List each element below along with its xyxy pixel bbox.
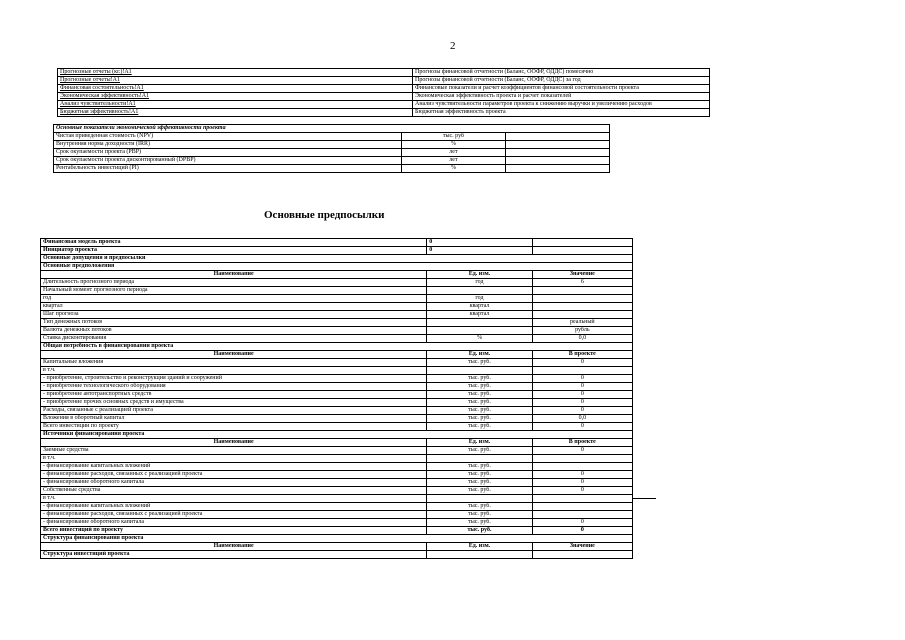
table-header-row [41, 351, 633, 359]
row-unit: год [427, 279, 532, 287]
table-row [41, 479, 633, 487]
row-label: Длительность прогнозного периода [41, 279, 427, 287]
row-value [532, 551, 632, 559]
table-row [41, 319, 633, 327]
table-row [41, 415, 633, 423]
sheet-description: Прогнозы финансовой отчетности (Баланс, ООФР, ОДДС) за год [413, 77, 710, 85]
kpi-name: Срок окупаемости проекта дисконтированный (DPBP) [54, 157, 402, 165]
row-label: Начальный момент прогнозного периода [41, 287, 427, 295]
row-unit: тыс. руб. [427, 471, 532, 479]
row-unit: тыс. руб. [427, 527, 532, 535]
row-label: Шаг прогноза [41, 311, 427, 319]
section-heading: Общая потребность в финансировании проекта [41, 343, 633, 351]
row-label: Всего инвестиций по проекту [41, 527, 427, 535]
row-value: Значение [532, 271, 632, 279]
table-row [41, 455, 633, 463]
assumptions-table [40, 238, 633, 559]
table-row [41, 463, 633, 471]
row-label: Тип денежных потоков [41, 319, 427, 327]
table-header-row [41, 543, 633, 551]
table-row [41, 471, 633, 479]
row-label: - приобретение автотранспортных средств [41, 391, 427, 399]
table-row [41, 359, 633, 367]
row-value: 0,0 [532, 335, 632, 343]
row-value: 0 [532, 487, 632, 495]
table-row [41, 343, 633, 351]
row-value: 0 [532, 447, 632, 455]
table-row [41, 303, 633, 311]
row-value: 0 [532, 527, 632, 535]
row-value [532, 503, 632, 511]
link-row [58, 109, 710, 117]
kpi-unit: % [401, 141, 505, 149]
table-row [41, 287, 633, 295]
row-label: - приобретение, строительство и реконструкция зданий и сооружений [41, 375, 427, 383]
sheet-link[interactable]: Финансовая состоятельность!A1 [58, 85, 413, 93]
row-unit: Ед. изм. [427, 439, 532, 447]
row-unit [427, 551, 532, 559]
row-label: Структура инвестиций проекта [41, 551, 427, 559]
row-value: В проекте [532, 439, 632, 447]
row-label: Финансовая модель проекта [41, 239, 427, 247]
row-unit: тыс. руб. [427, 423, 532, 431]
row-unit [427, 327, 532, 335]
row-value [532, 455, 632, 463]
row-value: Значение [532, 543, 632, 551]
kpi-unit: лет [401, 157, 505, 165]
row-value [532, 367, 632, 375]
row-value [532, 511, 632, 519]
kpi-name: Чистая приведенная стоимость (NPV) [54, 133, 402, 141]
row-unit: тыс. руб. [427, 399, 532, 407]
table-row [41, 375, 633, 383]
table-row [41, 399, 633, 407]
kpi-name: Рентабельность инвестиций (PI) [54, 165, 402, 173]
table-row [41, 551, 633, 559]
kpi-value [506, 149, 610, 157]
table-row [41, 431, 633, 439]
row-value [532, 463, 632, 471]
table-row [41, 511, 633, 519]
row-label: Капитальные вложения [41, 359, 427, 367]
table-header-row [41, 271, 633, 279]
link-row [58, 69, 710, 77]
row-value [532, 239, 632, 247]
row-unit [427, 455, 532, 463]
row-label: Заемные средства [41, 447, 427, 455]
row-label: Всего инвестиции по проекту [41, 423, 427, 431]
table-row [41, 255, 633, 263]
table-row [41, 367, 633, 375]
row-value: 0 [532, 359, 632, 367]
kpi-heading-row [54, 125, 610, 133]
kpi-row [54, 149, 610, 157]
link-row [58, 101, 710, 109]
row-value: 0 [532, 383, 632, 391]
section-heading: Основные допущения и предпосылки [41, 255, 633, 263]
row-unit: тыс. руб. [427, 391, 532, 399]
row-unit: тыс. руб. [427, 447, 532, 455]
row-value: 0 [532, 375, 632, 383]
row-value [532, 303, 632, 311]
row-value: 0 [532, 519, 632, 527]
row-unit: тыс. руб. [427, 503, 532, 511]
row-label: Валюта денежных потоков [41, 327, 427, 335]
row-label: - финансирование капитальных вложений [41, 503, 427, 511]
row-unit: тыс. руб. [427, 383, 532, 391]
row-unit [427, 287, 532, 295]
sheet-link[interactable]: Прогнозные отчеты!A1 [58, 77, 413, 85]
kpi-value [506, 165, 610, 173]
sheet-description: Экономическая эффективность проекта и расчет показателей [413, 93, 710, 101]
row-unit: Ед. изм. [427, 543, 532, 551]
row-value: 0 [532, 479, 632, 487]
page-number: 2 [450, 40, 456, 52]
kpi-unit: лет [401, 149, 505, 157]
row-label: - финансирование расходов, связанных с реализацией проекта [41, 471, 427, 479]
table-row [41, 447, 633, 455]
kpi-row [54, 133, 610, 141]
row-label: в т.ч. [41, 495, 427, 503]
row-label: Ставка дисконтирования [41, 335, 427, 343]
kpi-row [54, 165, 610, 173]
sheet-description: Бюджетная эффективность проекта [413, 109, 710, 117]
table-row [41, 519, 633, 527]
row-label: квартал [41, 303, 427, 311]
row-unit: Ед. изм. [427, 271, 532, 279]
row-unit: Ед. изм. [427, 351, 532, 359]
row-label: Расходы, связанные с реализацией проекта [41, 407, 427, 415]
section-heading: Структура финансирования проекта [41, 535, 633, 543]
margin-rule [633, 498, 656, 499]
row-unit: тыс. руб. [427, 479, 532, 487]
row-value: 0 [532, 423, 632, 431]
row-value: 0 [532, 391, 632, 399]
navigation-links-table [57, 68, 710, 117]
table-row [41, 527, 633, 535]
section-heading: Источники финансирования проекта [41, 431, 633, 439]
row-label: год [41, 295, 427, 303]
row-value: рубль [532, 327, 632, 335]
table-row [41, 279, 633, 287]
row-label: Собственные средства [41, 487, 427, 495]
table-row [41, 311, 633, 319]
sheet-description: Анализ чувствительности параметров проекта к снижению выручки и увеличению расходов [413, 101, 710, 109]
table-row [41, 295, 633, 303]
row-unit: 0 [427, 247, 532, 255]
table-row [41, 247, 633, 255]
kpi-row [54, 141, 610, 149]
row-value [532, 295, 632, 303]
row-label: Наименование [41, 351, 427, 359]
kpi-table [53, 124, 610, 173]
row-label: Наименование [41, 439, 427, 447]
row-label: - приобретение прочих основных средств и имущества [41, 399, 427, 407]
row-label: Наименование [41, 543, 427, 551]
row-value [532, 287, 632, 295]
kpi-unit: тыс. руб [401, 133, 505, 141]
row-unit: квартал [427, 311, 532, 319]
sheet-link[interactable]: Бюджетная эффективность!A1 [58, 109, 413, 117]
row-unit: тыс. руб. [427, 487, 532, 495]
kpi-name: Срок окупаемости проекта (PBP) [54, 149, 402, 157]
link-row [58, 93, 710, 101]
row-unit: квартал [427, 303, 532, 311]
sheet-link[interactable]: Прогнозные отчеты (кг.)!A1 [58, 69, 413, 77]
row-value: 0 [532, 399, 632, 407]
row-unit: тыс. руб. [427, 407, 532, 415]
row-unit: % [427, 335, 532, 343]
section-title: Основные предпосылки [264, 209, 385, 221]
table-row [41, 383, 633, 391]
kpi-row [54, 157, 610, 165]
table-row [41, 423, 633, 431]
kpi-value [506, 157, 610, 165]
table-row [41, 407, 633, 415]
row-value: 0,0 [532, 415, 632, 423]
section-heading: Основные предположения [41, 263, 633, 271]
row-value: 6 [532, 279, 632, 287]
row-unit: 0 [427, 239, 532, 247]
row-unit: тыс. руб. [427, 359, 532, 367]
table-header-row [41, 439, 633, 447]
row-unit: тыс. руб. [427, 519, 532, 527]
row-label: Инициатор проекта [41, 247, 427, 255]
row-label: - финансирование капитальных вложений [41, 463, 427, 471]
row-label: - приобретение технологического оборудования [41, 383, 427, 391]
kpi-name: Внутренняя норма доходности (IRR) [54, 141, 402, 149]
table-row [41, 495, 633, 503]
link-row [58, 85, 710, 93]
table-row [41, 391, 633, 399]
row-unit: год [427, 295, 532, 303]
row-unit [427, 495, 532, 503]
row-value: 0 [532, 471, 632, 479]
row-label: - финансирование оборотного капитала [41, 479, 427, 487]
row-label: в т.ч. [41, 455, 427, 463]
table-row [41, 535, 633, 543]
table-row [41, 263, 633, 271]
row-unit: тыс. руб. [427, 463, 532, 471]
kpi-value [506, 133, 610, 141]
sheet-link[interactable]: Экономическая эффективность!A1 [58, 93, 413, 101]
kpi-unit: % [401, 165, 505, 173]
kpi-heading: Основные показатели экономической эффективности проекта [54, 125, 610, 133]
row-label: Наименование [41, 271, 427, 279]
table-row [41, 335, 633, 343]
row-value: В проекте [532, 351, 632, 359]
row-value [532, 247, 632, 255]
table-row [41, 327, 633, 335]
sheet-link[interactable]: Анализ чувствительности!A1 [58, 101, 413, 109]
row-label: - финансирование расходов, связанных с реализацией проекта [41, 511, 427, 519]
table-row [41, 487, 633, 495]
row-label: в т.ч. [41, 367, 427, 375]
link-row [58, 77, 710, 85]
table-row [41, 239, 633, 247]
row-value: реальный [532, 319, 632, 327]
row-value: 0 [532, 407, 632, 415]
kpi-value [506, 141, 610, 149]
row-unit: тыс. руб. [427, 511, 532, 519]
row-unit: тыс. руб. [427, 415, 532, 423]
table-row [41, 503, 633, 511]
sheet-description: Прогнозы финансовой отчетности (Баланс, ООФР, ОДДС) помесячно [413, 69, 710, 77]
row-value [532, 311, 632, 319]
sheet-description: Финансовые показатели и расчет коэффициентов финансовой состоятельности проекта [413, 85, 710, 93]
row-label: - финансирование оборотного капитала [41, 519, 427, 527]
row-unit: тыс. руб. [427, 375, 532, 383]
row-label: Вложения в оборотный капитал [41, 415, 427, 423]
row-value [532, 495, 632, 503]
row-unit [427, 367, 532, 375]
row-unit [427, 319, 532, 327]
